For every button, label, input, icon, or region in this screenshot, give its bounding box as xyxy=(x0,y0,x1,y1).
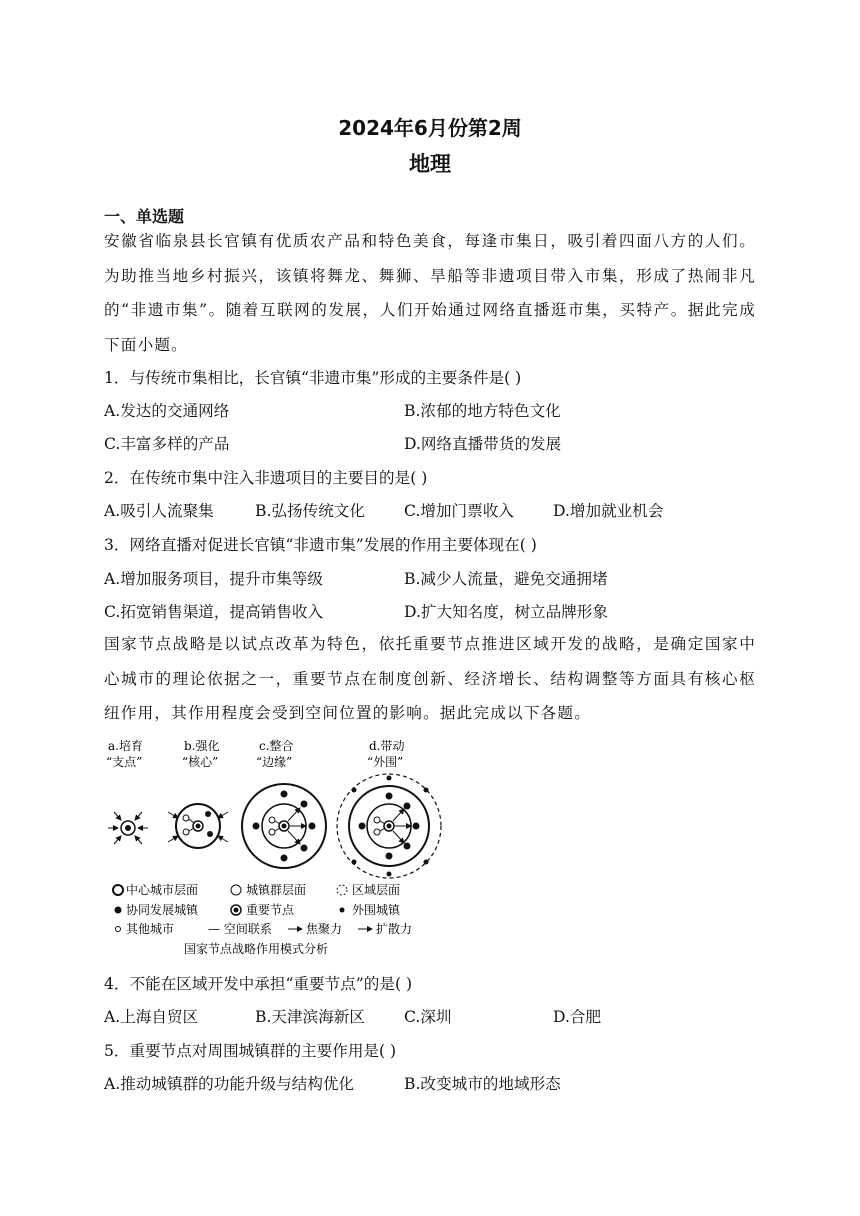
q3-option-c[interactable]: C.拓宽销售渠道，提高销售收入 xyxy=(104,603,324,621)
panel-c-top: c.整合 xyxy=(259,739,294,753)
panel-a-diagram xyxy=(108,812,148,844)
page-title: 2024年6月份第2周 xyxy=(338,116,522,140)
q1-option-d[interactable]: D.网络直播带货的发展 xyxy=(404,435,562,453)
q1-option-a[interactable]: A.发达的交通网络 xyxy=(104,402,230,420)
panel-b-bottom: “核心” xyxy=(182,755,219,769)
q2-option-b[interactable]: B.弘扬传统文化 xyxy=(255,502,365,520)
panel-b-diagram xyxy=(168,804,228,848)
figure-caption: 国家节点战略作用模式分析 xyxy=(184,942,329,956)
panel-d-diagram xyxy=(337,774,441,878)
legend-key-node: 重要节点 xyxy=(246,903,295,917)
q5-stem: 5．重要节点对周围城镇群的主要作用是( ) xyxy=(104,1042,397,1060)
legend-outer-town: 外围城镇 xyxy=(352,903,401,917)
q4-option-c[interactable]: C.深圳 xyxy=(404,1008,452,1026)
legend-spatial-link: — 空间联系 xyxy=(208,922,272,936)
legend-other-city: 其他城市 xyxy=(126,922,175,936)
q4-stem: 4．不能在区域开发中承担“重要节点”的是( ) xyxy=(104,975,413,993)
legend-town-group: 城镇群层面 xyxy=(246,883,307,897)
legend-spread-force: 扩散力 xyxy=(376,922,413,936)
q1-option-c[interactable]: C.丰富多样的产品 xyxy=(104,435,230,453)
q3-option-a[interactable]: A.增加服务项目，提升市集等级 xyxy=(104,570,323,588)
panel-a-top: a.培育 xyxy=(108,739,143,753)
q2-option-c[interactable]: C.增加门票收入 xyxy=(404,502,514,520)
legend-region: 区域层面 xyxy=(352,883,401,897)
panel-b-top: b.强化 xyxy=(184,739,220,753)
legend-coop-town: 协同发展城镇 xyxy=(126,903,199,917)
panel-c-bottom: “边缘” xyxy=(256,755,293,769)
q4-option-a[interactable]: A.上海自贸区 xyxy=(104,1008,199,1026)
q3-option-b[interactable]: B.减少人流量，避免交通拥堵 xyxy=(404,570,608,588)
subject-title: 地理 xyxy=(409,152,451,176)
panel-c-diagram xyxy=(242,784,326,868)
q1-option-b[interactable]: B.浓郁的地方特色文化 xyxy=(404,402,561,420)
legend-center-city: 中心城市层面 xyxy=(126,883,199,897)
panel-d-bottom: “外围” xyxy=(367,755,404,769)
q2-option-d[interactable]: D.增加就业机会 xyxy=(553,502,664,520)
q4-option-b[interactable]: B.天津滨海新区 xyxy=(255,1008,365,1026)
panel-a-bottom: “支点” xyxy=(106,755,143,769)
panel-d-top: d.带动 xyxy=(369,739,405,753)
node-strategy-figure xyxy=(104,734,444,964)
section-heading: 一、单选题 xyxy=(104,207,185,226)
passage-2: 国家节点战略是以试点改革为特色，依托重要节点推进区域开发的战略，是确定国家中心城市的理论依据之一，重要节点在制度创新、经济增长、结构调整等方面具有核心枢纽作用，其作用程度会受到空间位置的影响。据此完成以下各题。 xyxy=(104,635,756,722)
q2-option-a[interactable]: A.吸引人流聚集 xyxy=(104,502,214,520)
q5-option-a[interactable]: A.推动城镇群的功能升级与结构优化 xyxy=(104,1075,355,1093)
q1-stem: 1．与传统市集相比，长官镇“非遗市集”形成的主要条件是( ) xyxy=(104,369,522,387)
passage-1: 安徽省临泉县长官镇有优质农产品和特色美食，每逢市集日，吸引着四面八方的人们。为助推当地乡村振兴，该镇将舞龙、舞狮、旱船等非遗项目带入市集，形成了热闹非凡的“非遗市集”。随着互联网的发展，人们开始通过网络直播逛市集，买特产。据此完成下面小题。 xyxy=(104,232,756,354)
q5-option-b[interactable]: B.改变城市的地域形态 xyxy=(404,1075,561,1093)
legend-focus-force: 焦聚力 xyxy=(306,922,343,936)
q3-option-d[interactable]: D.扩大知名度，树立品牌形象 xyxy=(404,603,609,621)
q3-stem: 3．网络直播对促进长官镇“非遗市集”发展的作用主要体现在( ) xyxy=(104,536,537,554)
q4-option-d[interactable]: D.合肥 xyxy=(553,1008,602,1026)
q2-stem: 2．在传统市集中注入非遗项目的主要目的是( ) xyxy=(104,469,428,487)
